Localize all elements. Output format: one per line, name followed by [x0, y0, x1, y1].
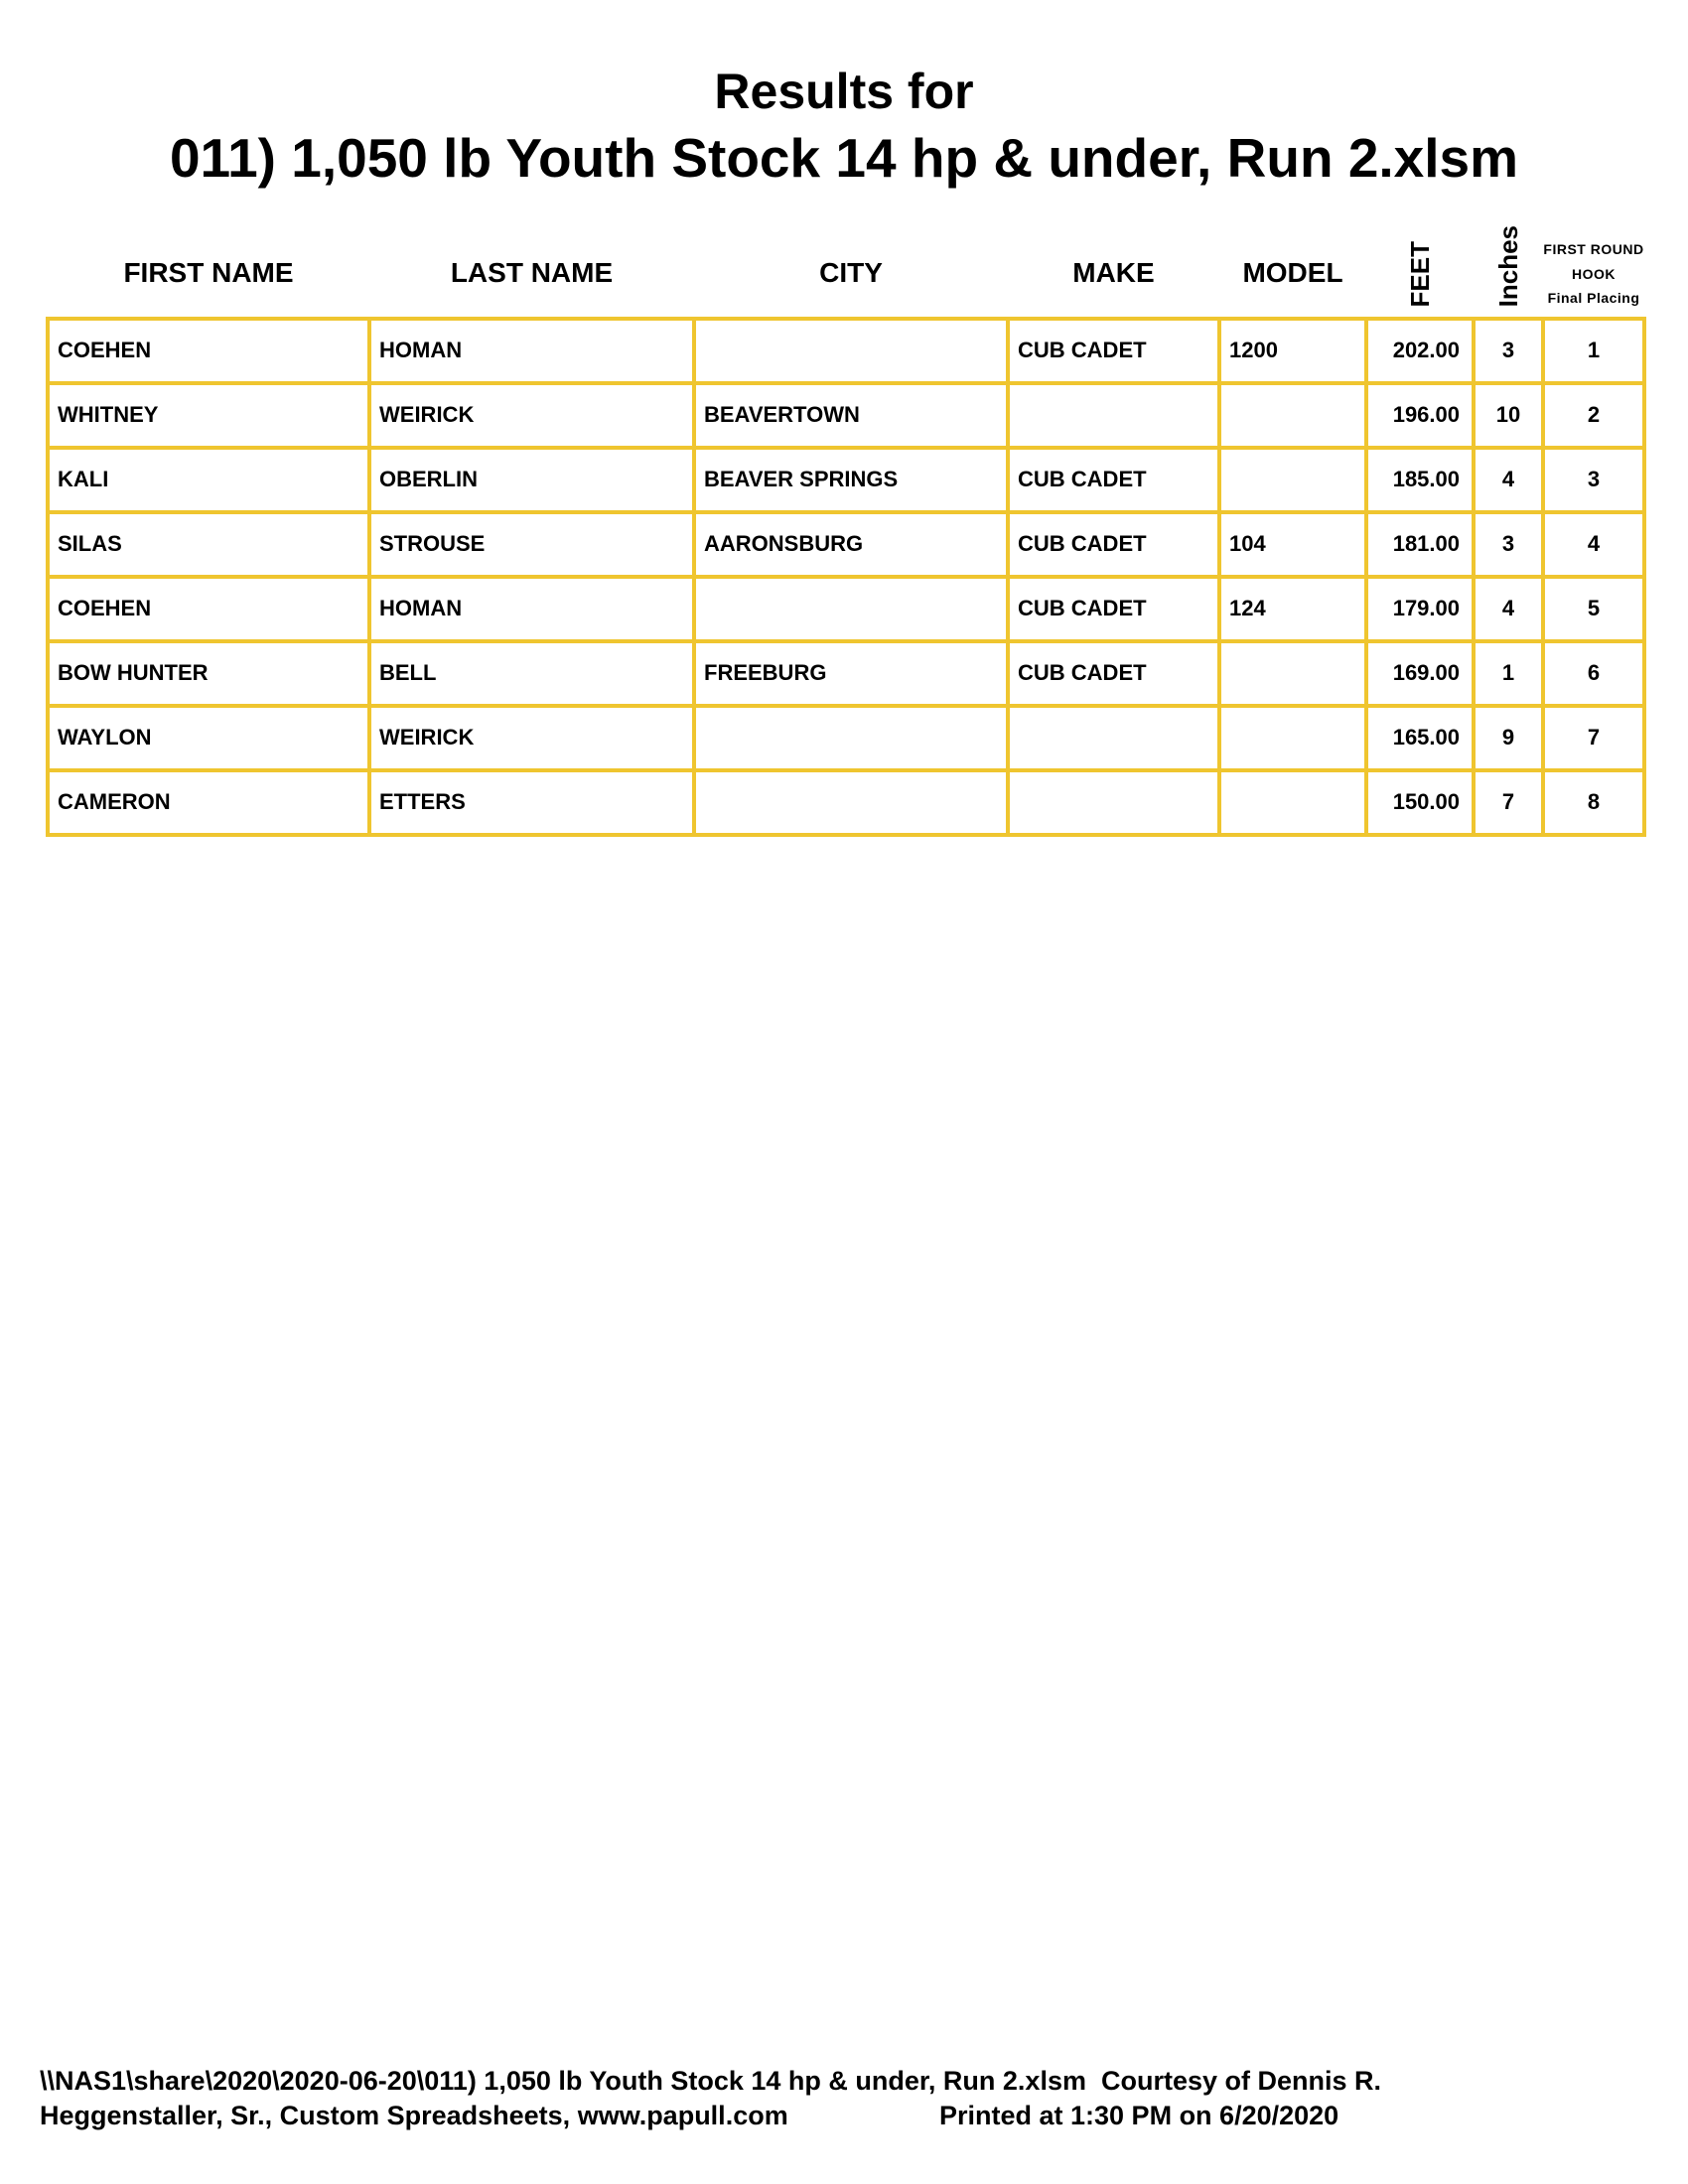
- cell-inches: 10: [1474, 383, 1543, 448]
- cell-last-name: ETTERS: [369, 770, 694, 835]
- cell-first-name: COEHEN: [48, 577, 369, 641]
- cell-last-name: HOMAN: [369, 577, 694, 641]
- col-header-feet: [1366, 198, 1474, 319]
- col-header-city: CITY: [819, 256, 883, 288]
- cell-model: 104: [1219, 512, 1366, 577]
- footer-printed-timestamp: Printed at 1:30 PM on 6/20/2020: [939, 2101, 1339, 2131]
- cell-last-name: HOMAN: [369, 319, 694, 383]
- cell-make: [1008, 706, 1219, 770]
- cell-feet: 202.00: [1366, 319, 1474, 383]
- cell-make: [1008, 770, 1219, 835]
- cell-first-name: CAMERON: [48, 770, 369, 835]
- cell-model: [1219, 770, 1366, 835]
- cell-city: AARONSBURG: [694, 512, 1008, 577]
- cell-placing: 2: [1543, 383, 1644, 448]
- hook-header-line1: FIRST ROUND: [1543, 241, 1644, 258]
- cell-inches: 9: [1474, 706, 1543, 770]
- cell-model: 1200: [1219, 319, 1366, 383]
- col-header-feet-label: FEET: [1405, 241, 1435, 308]
- cell-placing: 6: [1543, 641, 1644, 706]
- cell-first-name: WAYLON: [48, 706, 369, 770]
- cell-first-name: BOW HUNTER: [48, 641, 369, 706]
- cell-feet: 185.00: [1366, 448, 1474, 512]
- hook-header-line2: HOOK: [1572, 265, 1616, 282]
- cell-model: [1219, 641, 1366, 706]
- table-row: [48, 577, 1644, 641]
- cell-placing: 4: [1543, 512, 1644, 577]
- results-table-header: [48, 198, 1644, 319]
- cell-last-name: WEIRICK: [369, 706, 694, 770]
- table-row: [48, 383, 1644, 448]
- footer-credit-line: [40, 2099, 1648, 2134]
- cell-city: [694, 577, 1008, 641]
- col-header-inches-label: Inches: [1493, 225, 1523, 308]
- page-footer: [40, 2064, 1648, 2134]
- table-row: [48, 706, 1644, 770]
- cell-first-name: COEHEN: [48, 319, 369, 383]
- cell-model: [1219, 383, 1366, 448]
- header-row: [48, 198, 1644, 319]
- cell-city: [694, 319, 1008, 383]
- col-header-last-name: LAST NAME: [450, 256, 614, 288]
- cell-inches: 4: [1474, 448, 1543, 512]
- cell-inches: 3: [1474, 512, 1543, 577]
- cell-city: [694, 770, 1008, 835]
- table-row: [48, 770, 1644, 835]
- cell-placing: 3: [1543, 448, 1644, 512]
- cell-last-name: WEIRICK: [369, 383, 694, 448]
- footer-file-path-line: \\NAS1\share\2020\2020-06-20\011) 1,050 lb Youth Stock 14 hp & under, Run 2.xlsm Courtesy of Dennis R.: [40, 2065, 1382, 2096]
- hook-header-line3: Final Placing: [1547, 290, 1640, 307]
- cell-make: [1008, 383, 1219, 448]
- page-title: Results for: [714, 64, 974, 119]
- cell-inches: 1: [1474, 641, 1543, 706]
- cell-feet: 165.00: [1366, 706, 1474, 770]
- cell-first-name: SILAS: [48, 512, 369, 577]
- cell-feet: 196.00: [1366, 383, 1474, 448]
- cell-make: CUB CADET: [1008, 577, 1219, 641]
- cell-feet: 169.00: [1366, 641, 1474, 706]
- cell-last-name: STROUSE: [369, 512, 694, 577]
- results-table-body: [48, 319, 1644, 835]
- col-header-first-round-hook: [1543, 198, 1644, 319]
- cell-feet: 150.00: [1366, 770, 1474, 835]
- cell-feet: 179.00: [1366, 577, 1474, 641]
- cell-last-name: BELL: [369, 641, 694, 706]
- cell-first-name: KALI: [48, 448, 369, 512]
- cell-placing: 5: [1543, 577, 1644, 641]
- cell-city: BEAVERTOWN: [694, 383, 1008, 448]
- cell-inches: 7: [1474, 770, 1543, 835]
- table-row: [48, 641, 1644, 706]
- cell-inches: 3: [1474, 319, 1543, 383]
- cell-make: CUB CADET: [1008, 641, 1219, 706]
- cell-feet: 181.00: [1366, 512, 1474, 577]
- cell-placing: 8: [1543, 770, 1644, 835]
- cell-city: [694, 706, 1008, 770]
- col-header-inches: [1474, 198, 1543, 319]
- col-header-make: MAKE: [1072, 256, 1155, 288]
- results-table: [46, 198, 1646, 837]
- cell-make: CUB CADET: [1008, 448, 1219, 512]
- table-row: [48, 319, 1644, 383]
- cell-inches: 4: [1474, 577, 1543, 641]
- cell-city: FREEBURG: [694, 641, 1008, 706]
- col-header-model: MODEL: [1242, 256, 1343, 288]
- page-subtitle-filename: 011) 1,050 lb Youth Stock 14 hp & under, Run 2.xlsm: [169, 126, 1519, 189]
- cell-make: CUB CADET: [1008, 512, 1219, 577]
- col-header-first-name: FIRST NAME: [123, 256, 294, 288]
- cell-model: [1219, 448, 1366, 512]
- cell-make: CUB CADET: [1008, 319, 1219, 383]
- cell-placing: 1: [1543, 319, 1644, 383]
- cell-model: [1219, 706, 1366, 770]
- cell-model: 124: [1219, 577, 1366, 641]
- cell-first-name: WHITNEY: [48, 383, 369, 448]
- table-row: [48, 448, 1644, 512]
- cell-placing: 7: [1543, 706, 1644, 770]
- cell-city: BEAVER SPRINGS: [694, 448, 1008, 512]
- footer-credit-text: Heggenstaller, Sr., Custom Spreadsheets, www.papull.com: [40, 2101, 788, 2131]
- cell-last-name: OBERLIN: [369, 448, 694, 512]
- table-row: [48, 512, 1644, 577]
